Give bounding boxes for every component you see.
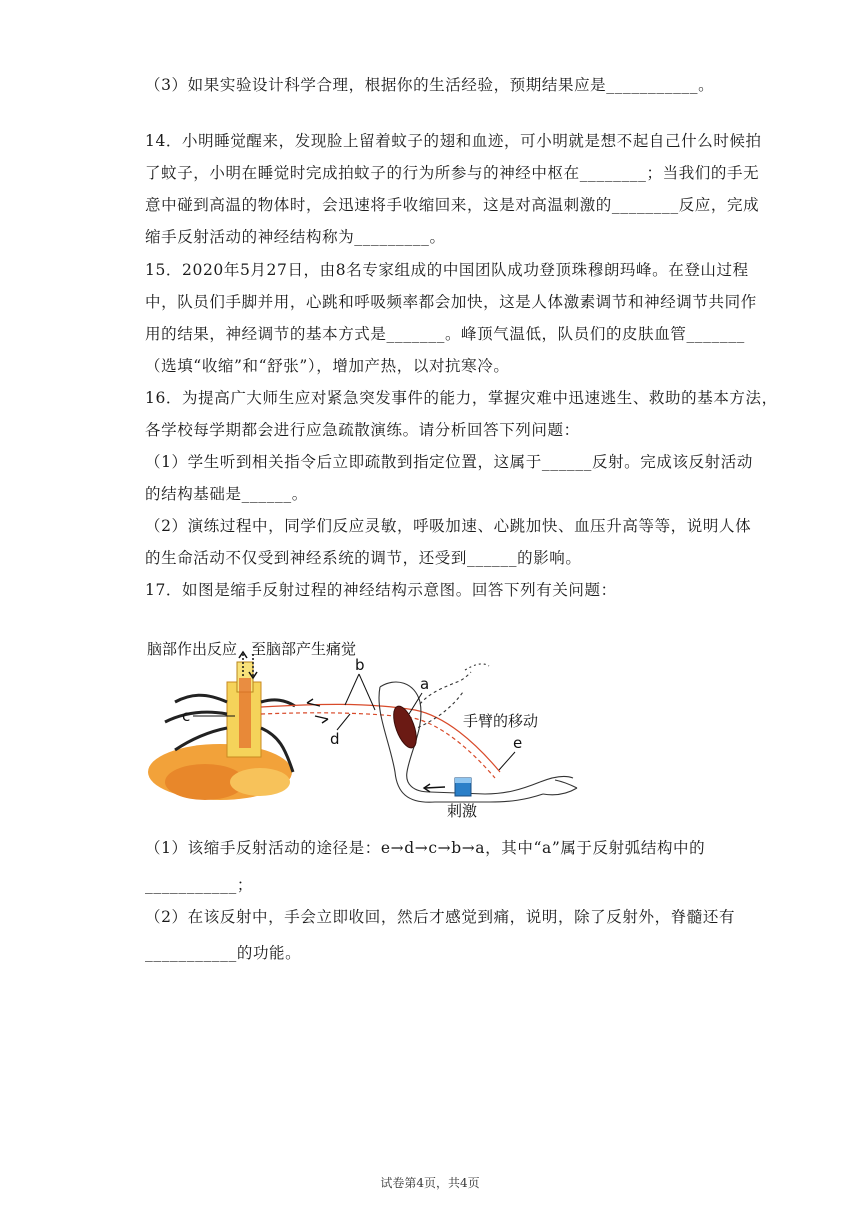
q15-line-4: （选填“收缩”和“舒张”），增加产热，以对抗寒冷。 [145, 357, 510, 375]
label-brain-response: 脑部作出反应 [147, 640, 238, 658]
q15-line-2: 中，队员们手脚并用，心跳和呼吸频率都会加快，这是人体激素调节和神经调节共同作 [145, 293, 757, 311]
letter-c: c [182, 707, 191, 725]
label-stimulus: 刺激 [447, 802, 478, 820]
q15-line-3: 用的结果，神经调节的基本方式是_______。峰顶气温低，队员们的皮肤血管_______ [145, 325, 745, 343]
q17-part1-line-1: （1）该缩手反射活动的途径是：e→d→c→b→a，其中“a”属于反射弧结构中的 [145, 839, 706, 857]
q16-part2-line-1: （2）演练过程中，同学们反应灵敏，呼吸加速、心跳加快、血压升高等等，说明人体 [145, 517, 752, 535]
q13-part3: （3）如果实验设计科学合理，根据你的生活经验，预期结果应是___________。 [145, 76, 715, 94]
label-arm-move: 手臂的移动 [463, 712, 539, 730]
q14-line-2: 了蚊子，小明在睡觉时完成拍蚊子的行为所参与的神经中枢在________；当我们的手无 [145, 164, 760, 182]
reflex-arc-diagram [145, 632, 585, 822]
q17-part1-line-2: ___________； [145, 876, 253, 894]
q16-part1-line-2: 的结构基础是______。 [145, 485, 308, 503]
hot-cup-icon [455, 778, 471, 796]
letter-e: e [513, 734, 523, 752]
q16-part2-line-2: 的生命活动不仅受到神经系统的调节，还受到______的影响。 [145, 549, 582, 567]
q16-part1-line-1: （1）学生听到相关指令后立即疏散到指定位置，这属于______反射。完成该反射活动 [145, 453, 753, 471]
label-pain: 至脑部产生痛觉 [251, 640, 357, 658]
q14-line-4: 缩手反射活动的神经结构称为_________。 [145, 228, 446, 246]
letter-b: b [355, 656, 365, 674]
q16-line-2: 各学校每学期都会进行应急疏散演练。请分析回答下列问题： [145, 421, 580, 439]
letter-a: a [420, 675, 430, 693]
letter-d: d [330, 730, 340, 748]
spinal-cord-image [148, 652, 295, 800]
q17-stem: 17．如图是缩手反射过程的神经结构示意图。回答下列有关问题： [145, 581, 617, 599]
q17-part2-line-2: ___________的功能。 [145, 944, 302, 962]
page-footer: 试卷第4页，共4页 [380, 1176, 480, 1190]
q17-part2-line-1: （2）在该反射中，手会立即收回，然后才感觉到痛，说明，除了反射外，脊髓还有 [145, 908, 736, 926]
q14-line-3: 意中碰到高温的物体时，会迅速将手收缩回来，这是对高温刺激的________反应，完成 [145, 196, 760, 214]
q16-line-1: 16．为提高广大师生应对紧急突发事件的能力，掌握灾难中迅速逃生、救助的基本方法， [145, 389, 778, 407]
q14-line-1: 14．小明睡觉醒来，发现脸上留着蚊子的翅和血迹，可小明就是想不起自己什么时候拍 [145, 132, 762, 150]
q15-line-1: 15．2020年5月27日，由8名专家组成的中国团队成功登顶珠穆朗玛峰。在登山过程 [145, 261, 749, 279]
